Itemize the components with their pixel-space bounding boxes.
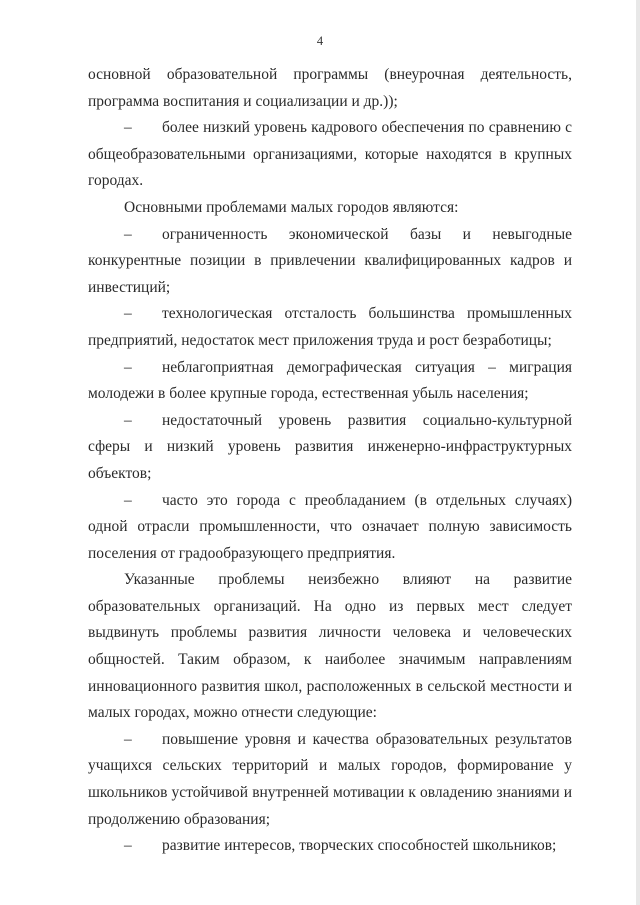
list-item bbox=[88, 115, 572, 195]
list-item bbox=[88, 408, 572, 488]
list-dash: – bbox=[124, 119, 132, 137]
paragraph bbox=[88, 567, 572, 727]
list-item-text: часто это города с преобладанием (в отдельных случаях) одной отрасли промышленности, что означает полную зависимость поселения от градообразующего предприятия. bbox=[88, 491, 572, 562]
list-item-text: неблагоприятная демографическая ситуация – миграция молодежи в более крупные города, естественная убыль населения; bbox=[88, 358, 572, 403]
list-dash: – bbox=[124, 491, 132, 509]
list-dash: – bbox=[124, 305, 132, 323]
list-item bbox=[88, 488, 572, 568]
list-dash: – bbox=[124, 730, 132, 748]
list-item bbox=[88, 222, 572, 302]
body-text bbox=[88, 62, 572, 860]
list-item bbox=[88, 833, 572, 860]
page-number: 4 bbox=[316, 34, 324, 48]
list-item bbox=[88, 301, 572, 354]
paragraph-continuation bbox=[88, 62, 572, 115]
list-dash: – bbox=[124, 225, 132, 243]
list-dash: – bbox=[124, 837, 132, 855]
list-item-text: технологическая отсталость большинства промышленных предприятий, недостаток мест приложения труда и рост безработицы; bbox=[88, 305, 572, 349]
list-item-text: ограниченность экономической базы и невыгодные конкурентные позиции в привлечении квалифицированных кадров и инвестиций; bbox=[88, 225, 572, 296]
paragraph bbox=[88, 195, 572, 222]
paragraph-text: Указанные проблемы неизбежно влияют на развитие образовательных организаций. На одно из первых мест следует выдвинуть проблемы развития личности человека и человеческих общностей. Таким образом, к наиболее значимым направлениям инновационного развития школ, расположенных в сельской местности и малых городах, можно отнести следующие: bbox=[88, 571, 572, 722]
list-dash: – bbox=[124, 411, 132, 429]
paragraph-text: Основными проблемами малых городов являются: bbox=[124, 198, 459, 216]
paragraph-text: основной образовательной программы (внеурочная деятельность, программа воспитания и социализации и др.)); bbox=[88, 66, 572, 110]
list-dash: – bbox=[124, 358, 132, 376]
list-item bbox=[88, 727, 572, 833]
list-item-text: более низкий уровень кадрового обеспечения по сравнению с общеобразовательными организациями, которые находятся в крупных городах. bbox=[88, 119, 572, 190]
list-item-text: повышение уровня и качества образовательных результатов учащихся сельских территорий и малых городов, формирование у школьников устойчивой внутренней мотивации к овладению знаниями и продолжению образования; bbox=[88, 730, 572, 828]
scan-edge-shadow bbox=[636, 0, 640, 905]
list-item-text: недостаточный уровень развития социально-культурной сферы и низкий уровень развития инженерно-инфраструктурных объектов; bbox=[88, 411, 572, 482]
list-item bbox=[88, 355, 572, 408]
list-item-text: развитие интересов, творческих способностей школьников; bbox=[162, 837, 557, 855]
